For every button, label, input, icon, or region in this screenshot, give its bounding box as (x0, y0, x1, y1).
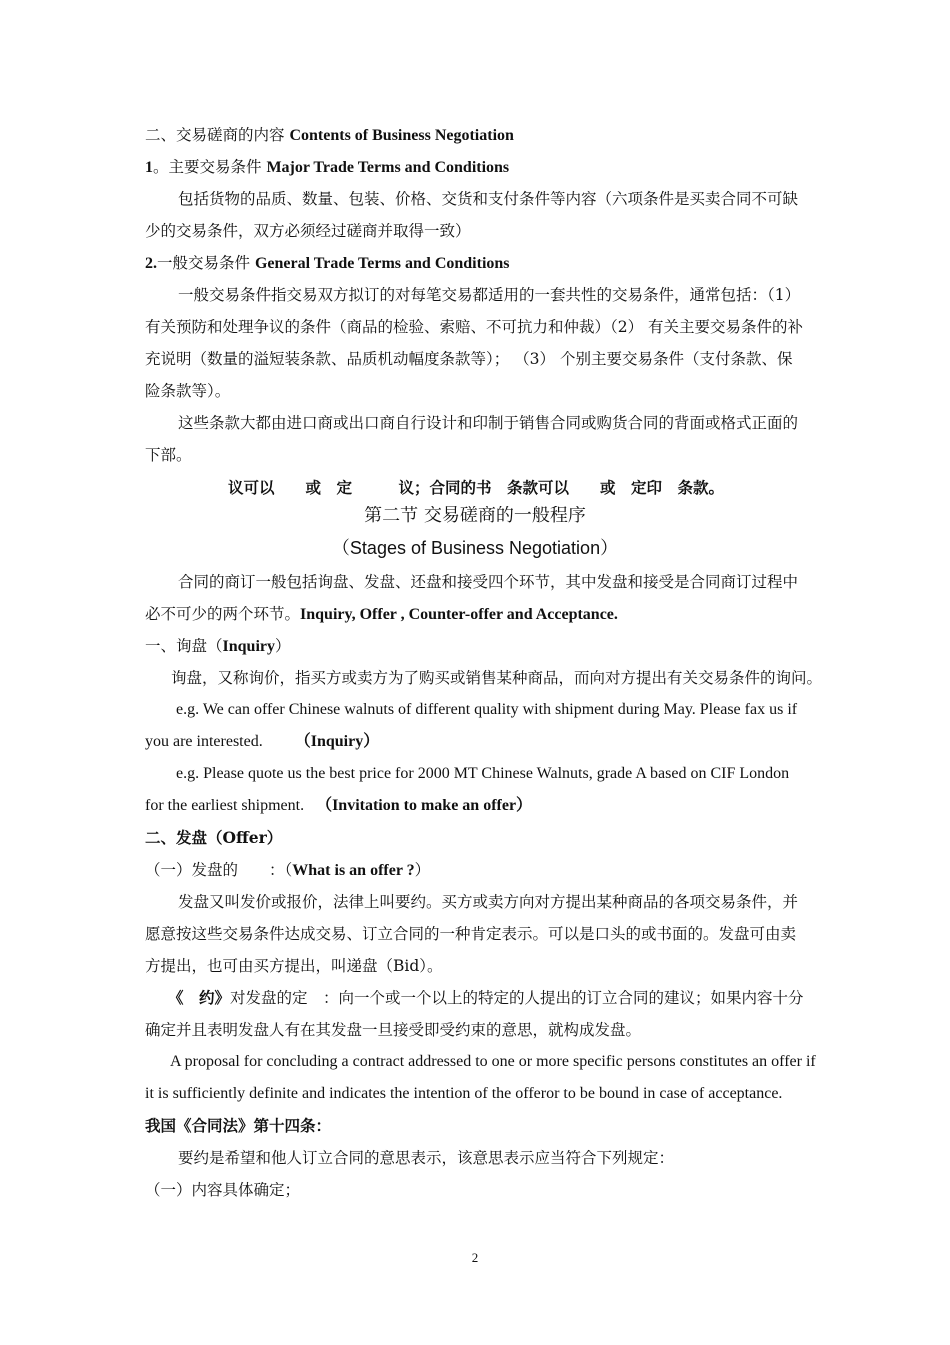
heading-text: 一般交易条件 (157, 254, 251, 272)
heading-text: 。主要交易条件 (153, 158, 262, 176)
heading-general-terms (145, 253, 850, 274)
paragraph-text-en: Inquiry, Offer , Counter-offer and Acceptance. (300, 606, 618, 623)
paragraph-line: 险条款等）。 (145, 382, 231, 400)
paragraph-line (145, 604, 850, 625)
heading-number: 2. (145, 255, 157, 272)
law-heading: 我国《合同法》第十四条： (145, 1116, 332, 1135)
bold-summary-line: 议可以 或 定 议；合同的书 条款可以 或 定印 条款。 (228, 478, 725, 497)
paragraph-text: 对发盘的定 ：向一个或一个以上的特定的人提出的订立合同的建议；如果内容十分 (230, 989, 804, 1007)
paragraph-line: 包括货物的品质、数量、包装、价格、交货和支付条件等内容（六项条件是买卖合同不可缺 (178, 190, 799, 208)
heading-text-en: Major Trade Terms and Conditions (266, 159, 510, 176)
example-line: e.g. We can offer Chinese walnuts of different quality with shipment during May. Please fax us if (176, 701, 798, 718)
subheading-text: ） (414, 861, 431, 879)
heading-text-en: Contents of Business Negotiation (289, 127, 514, 144)
section-title: 第二节 交易磋商的一般程序 (364, 506, 586, 526)
paragraph-line: 合同的商订一般包括询盘、发盘、还盘和接受四个环节，其中发盘和接受是合同商订过程中 (178, 573, 799, 591)
example-line (145, 732, 850, 752)
paragraph-line: A proposal for concluding a contract addressed to one or more specific persons constitutes an offer if (170, 1053, 816, 1070)
paragraph-text: 《 约》 (168, 988, 231, 1007)
heading-text: 一、询盘（ (145, 637, 223, 655)
paragraph-line: 愿意按这些交易条件达成交易、订立合同的一种肯定表示。可以是口头的或书面的。发盘可由卖 (145, 925, 797, 943)
example-label: （Inquiry） (294, 733, 380, 750)
paragraph-line: it is sufficiently definite and indicates the intention of the offeror to be bound in case of acceptance. (145, 1085, 783, 1102)
heading-text-en: General Trade Terms and Conditions (254, 255, 510, 272)
paragraph-line: 发盘又叫发价或报价，法律上叫要约。买方或卖方向对方提出某种商品的各项交易条件，并 (178, 893, 799, 911)
example-label: （Invitation to make an offer） (316, 797, 533, 814)
heading-text: 二、交易磋商的内容 (145, 126, 285, 144)
heading-text: ） (274, 637, 291, 655)
section-subtitle: （Stages of Business Negotiation） (331, 538, 619, 558)
subheading-text-en: What is an offer ? (292, 862, 415, 879)
paragraph-line: 充说明（数量的溢短装条款、品质机动幅度条款等）； （3） 个别主要交易条件（支付条款、保 (145, 350, 793, 368)
paragraph-line (168, 988, 850, 1008)
heading-contents (145, 125, 850, 146)
page-number: 2 (471, 1250, 479, 1265)
heading-inquiry (145, 636, 850, 657)
paragraph-line: （一）内容具体确定； (145, 1181, 301, 1199)
paragraph-line: 要约是希望和他人订立合同的意思表示，该意思表示应当符合下列规定： (178, 1149, 675, 1167)
heading-number: 1 (145, 159, 153, 176)
paragraph-line: 这些条款大都由进口商或出口商自行设计和印制于销售合同或购货合同的背面或格式正面的 (178, 414, 799, 432)
subheading-offer (145, 860, 850, 881)
example-text: you are interested. (145, 733, 263, 750)
paragraph-text: 必不可少的两个环节。 (145, 605, 301, 623)
heading-major-terms (145, 157, 850, 178)
paragraph-line: 方提出，也可由买方提出，叫递盘（Bid）。 (145, 957, 443, 975)
subheading-text: （一）发盘的 ：（ (145, 861, 293, 879)
example-line: e.g. Please quote us the best price for 2000 MT Chinese Walnuts, grade A based on CIF London (176, 765, 790, 782)
paragraph-line: 一般交易条件指交易双方拟订的对每笔交易都适用的一套共性的交易条件，通常包括：（1） (178, 286, 801, 304)
example-text: for the earliest shipment. (145, 797, 305, 814)
paragraph-line: 有关预防和处理争议的条件（商品的检验、索赔、不可抗力和仲裁）（2） 有关主要交易条件的补 (145, 318, 804, 336)
example-line (145, 796, 850, 816)
heading-text-en: Inquiry (222, 638, 275, 655)
paragraph-line: 下部。 (145, 446, 192, 464)
heading-offer: 二、发盘（Offer） (145, 828, 283, 847)
paragraph-line: 确定并且表明发盘人有在其发盘一旦接受即受约束的意思，就构成发盘。 (145, 1021, 642, 1039)
paragraph-line: 少的交易条件，双方必须经过磋商并取得一致） (145, 222, 471, 240)
paragraph-line: 询盘，又称询价，指买方或卖方为了购买或销售某种商品，而向对方提出有关交易条件的询问。 (171, 669, 823, 687)
